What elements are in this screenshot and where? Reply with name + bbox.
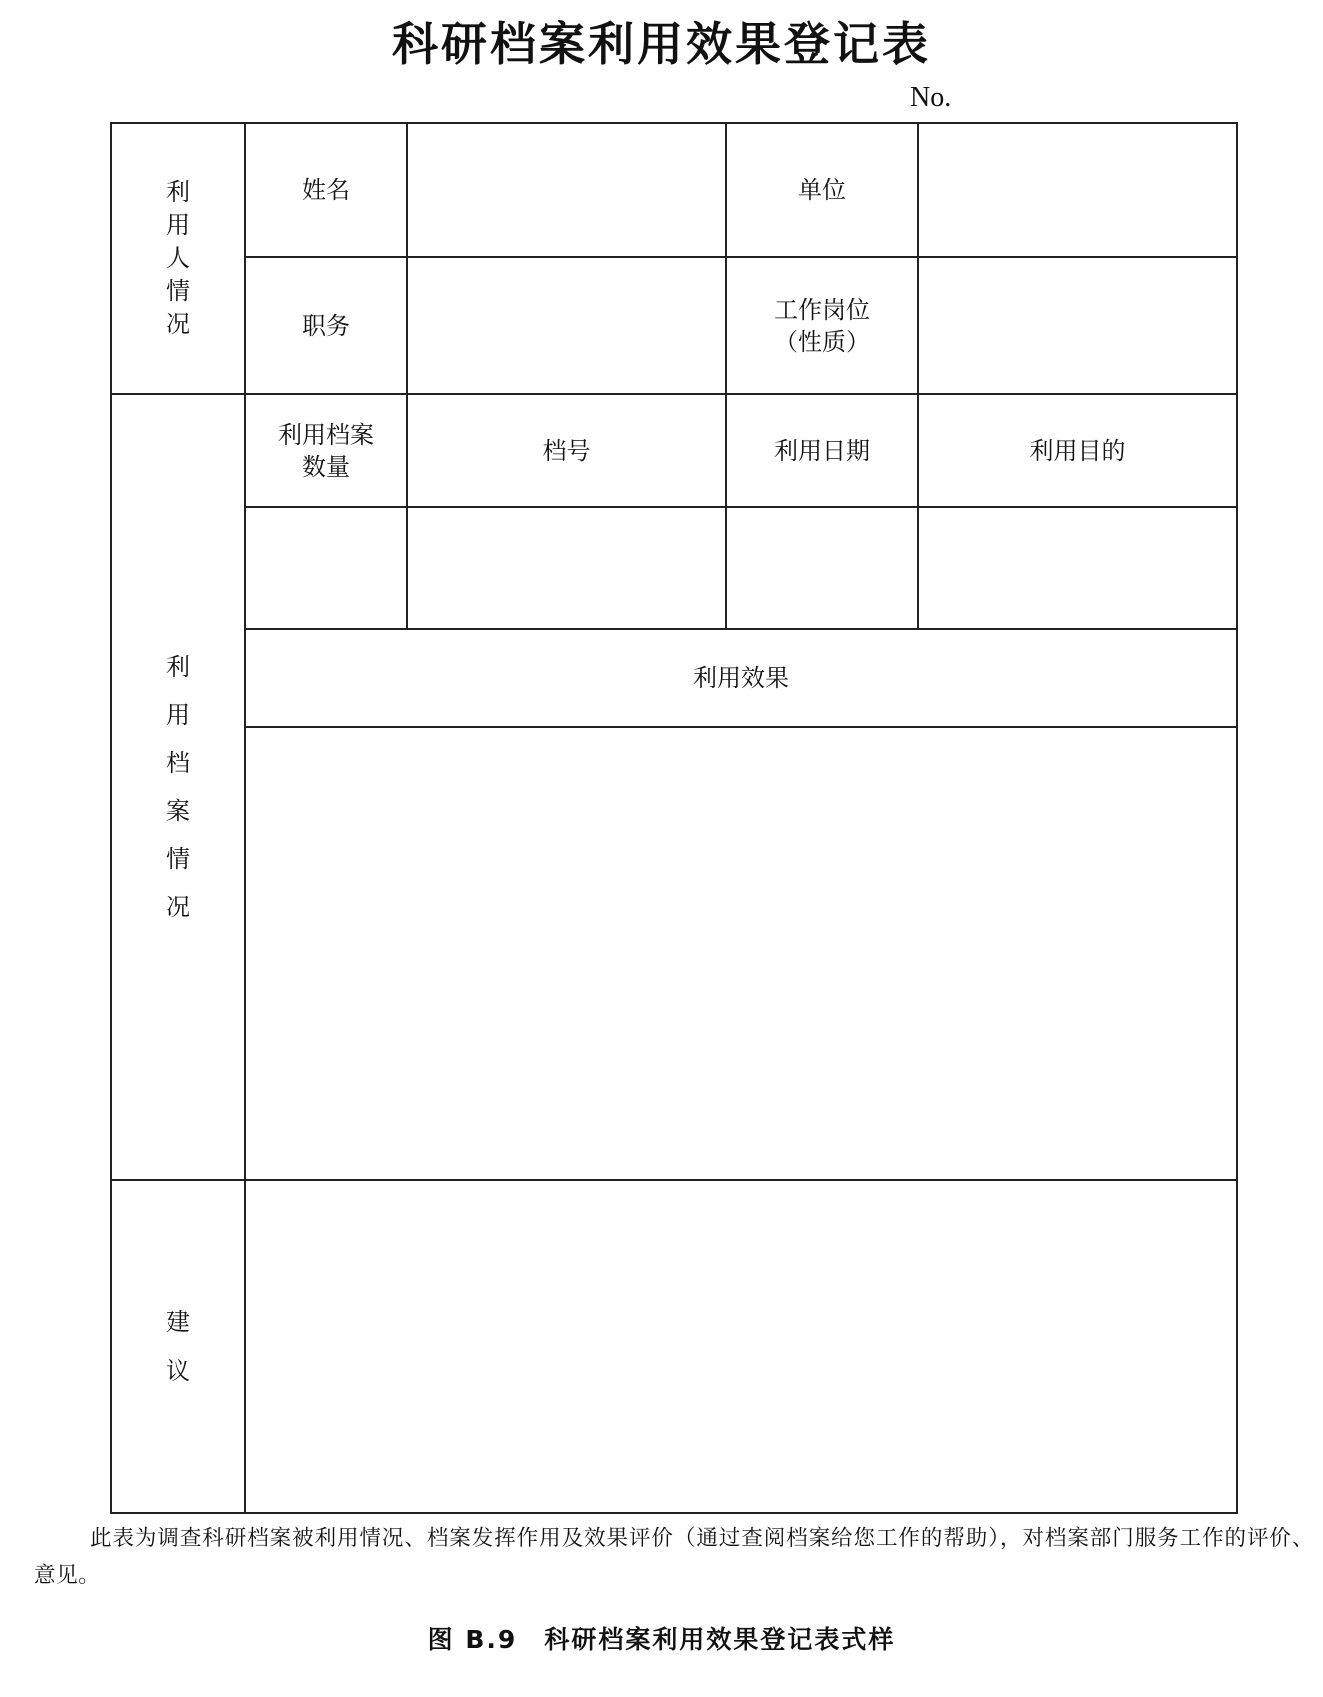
user-section-label	[111, 123, 245, 394]
file-number-label: 档号	[407, 394, 726, 507]
unit-field[interactable]	[918, 123, 1237, 257]
job-post-label: 工作岗位 （性质）	[726, 257, 918, 394]
figure-caption: 图 B.9 科研档案利用效果登记表式样	[427, 1625, 896, 1654]
usage-effect-field[interactable]	[245, 727, 1237, 1180]
archive-section-label-text: 利 用 档 案 情 况	[166, 652, 190, 921]
archive-section-label	[111, 394, 245, 1180]
archive-count-field[interactable]	[245, 507, 407, 629]
form-number-label: No.	[910, 82, 952, 113]
form-title: 科研档案利用效果登记表	[392, 17, 931, 71]
archive-header-row	[111, 394, 1237, 507]
suggestion-section-label	[111, 1180, 245, 1513]
archive-count-label: 利用档案 数量	[245, 394, 407, 507]
suggestion-row	[111, 1180, 1237, 1513]
form-note: 此表为调查科研档案被利用情况、档案发挥作用及效果评价（通过查阅档案给您工作的帮助），对档案部门服务工作的评价、意见。	[34, 1526, 1314, 1588]
name-label: 姓名	[245, 123, 407, 257]
unit-label: 单位	[726, 123, 918, 257]
usage-effect-label: 利用效果	[245, 629, 1237, 727]
effect-header-row	[111, 629, 1237, 727]
usage-purpose-field[interactable]	[918, 507, 1237, 629]
usage-date-field[interactable]	[726, 507, 918, 629]
usage-purpose-label: 利用目的	[918, 394, 1237, 507]
job-post-field[interactable]	[918, 257, 1237, 394]
name-field[interactable]	[407, 123, 726, 257]
registration-form-table	[110, 122, 1238, 1514]
user-section-label-text: 利 用 人 情 况	[166, 178, 190, 338]
suggestion-field[interactable]	[245, 1180, 1237, 1513]
position-label: 职务	[245, 257, 407, 394]
effect-entry-row	[111, 727, 1237, 1180]
file-number-field[interactable]	[407, 507, 726, 629]
user-info-row-1	[111, 123, 1237, 257]
user-info-row-2	[111, 257, 1237, 394]
usage-date-label: 利用日期	[726, 394, 918, 507]
archive-entry-row	[111, 507, 1237, 629]
suggestion-section-label-text: 建 议	[166, 1307, 190, 1385]
position-field[interactable]	[407, 257, 726, 394]
